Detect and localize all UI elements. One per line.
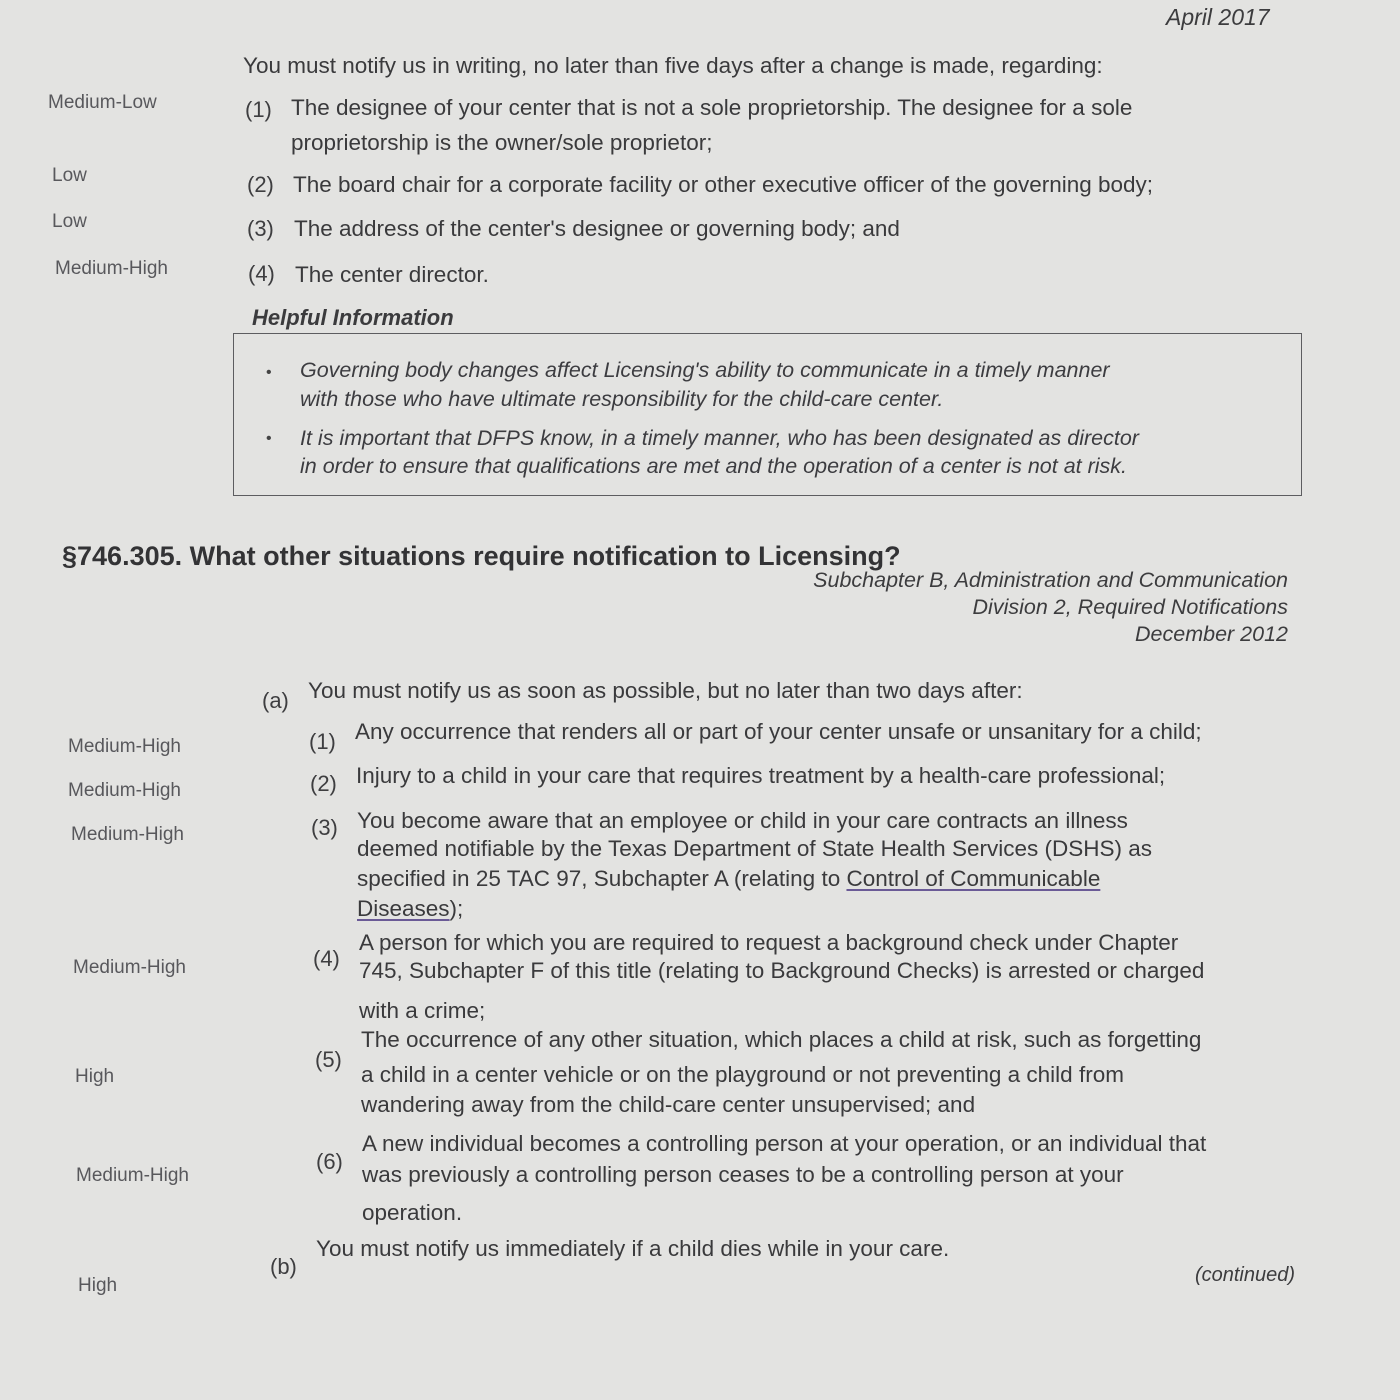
part-label: (b) [270, 1254, 297, 1279]
risk-level-label: Medium-High [76, 1165, 189, 1186]
risk-level-label: Medium-Low [48, 92, 157, 113]
part-label: (a) [262, 688, 289, 713]
item-number: (1) [309, 729, 336, 754]
risk-level-label: High [78, 1275, 118, 1296]
item-text: a child in a center vehicle or on the playground or not preventing a child from [361, 1062, 1124, 1087]
item-text: deemed notifiable by the Texas Department of State Health Services (DSHS) as [357, 836, 1152, 861]
helpful-bullet-text: in order to ensure that qualifications are met and the operation of a center is not at risk. [300, 454, 1128, 478]
item-number: (5) [315, 1047, 342, 1072]
notify-intro: You must notify us in writing, no later than five days after a change is made, regarding: [243, 53, 1103, 78]
helpful-bullet-text: It is important that DFPS know, in a timely manner, who has been designated as director [300, 426, 1139, 450]
item-text: The center director. [295, 262, 489, 287]
item-number: (1) [245, 97, 272, 122]
item-text: The designee of your center that is not a sole proprietorship. The designee for a sole [291, 95, 1133, 120]
item-text: ); [449, 896, 464, 921]
item-text: You become aware that an employee or child in your care contracts an illness [357, 808, 1128, 833]
item-text: Injury to a child in your care that requires treatment by a health-care professional; [356, 763, 1166, 788]
page-date: April 2017 [1166, 4, 1270, 30]
helpful-info-title: Helpful Information [252, 305, 454, 330]
item-text: specified in 25 TAC 97, Subchapter A (relating to [357, 866, 847, 891]
item-text: The board chair for a corporate facility or other executive officer of the governing body; [293, 172, 1154, 197]
section-title: §746.305. What other situations require notification to Licensing? [62, 541, 901, 571]
risk-level-label: Medium-High [71, 824, 184, 845]
item-number: (4) [313, 946, 340, 971]
item-text: was previously a controlling person ceases to be a controlling person at your [362, 1162, 1124, 1187]
item-text: operation. [362, 1200, 463, 1225]
item-text: A new individual becomes a controlling person at your operation, or an individual that [362, 1131, 1207, 1156]
part-a-intro: You must notify us as soon as possible, but no later than two days after: [308, 678, 1023, 703]
helpful-bullet-text: Governing body changes affect Licensing's ability to communicate in a timely manner [300, 358, 1110, 382]
item-number: (6) [316, 1149, 343, 1174]
item-number: (2) [310, 771, 337, 796]
reference-link[interactable]: Control of Communicable [846, 866, 1101, 891]
item-text: The occurrence of any other situation, which places a child at risk, such as forgetting [361, 1027, 1202, 1052]
reference-link[interactable]: Diseases [357, 896, 450, 921]
bullet-icon: • [266, 364, 272, 381]
risk-level-label: Low [52, 165, 87, 186]
item-text: wandering away from the child-care center unsupervised; and [361, 1092, 976, 1117]
part-b-text: You must notify us immediately if a child dies while in your care. [316, 1236, 950, 1261]
item-text: proprietorship is the owner/sole proprietor; [291, 130, 713, 155]
helpful-bullet-text: with those who have ultimate responsibility for the child-care center. [300, 387, 944, 411]
bullet-icon: • [266, 430, 272, 447]
risk-level-label: Medium-High [73, 957, 186, 978]
risk-level-label: Low [52, 211, 87, 232]
risk-level-label: Medium-High [68, 736, 181, 757]
risk-level-label: Medium-High [55, 258, 168, 279]
subchapter-ref: Subchapter B, Administration and Communication [813, 568, 1288, 592]
item-number: (4) [248, 261, 275, 286]
item-text: A person for which you are required to request a background check under Chapter [359, 930, 1179, 955]
item-text-line [357, 894, 463, 923]
item-number: (3) [247, 216, 274, 241]
division-ref: Division 2, Required Notifications [972, 595, 1288, 619]
item-text: The address of the center's designee or governing body; and [294, 216, 900, 241]
item-text: with a crime; [359, 998, 486, 1023]
item-text: 745, Subchapter F of this title (relating to Background Checks) is arrested or charged [359, 958, 1205, 983]
continued-label: (continued) [1194, 1264, 1295, 1286]
item-number: (2) [247, 172, 274, 197]
item-text-line [357, 864, 1100, 893]
item-number: (3) [311, 815, 338, 840]
risk-level-label: High [75, 1066, 115, 1087]
risk-level-label: Medium-High [68, 780, 181, 801]
item-text: Any occurrence that renders all or part of your center unsafe or unsanitary for a child; [355, 719, 1202, 744]
section-date: December 2012 [1135, 622, 1288, 646]
